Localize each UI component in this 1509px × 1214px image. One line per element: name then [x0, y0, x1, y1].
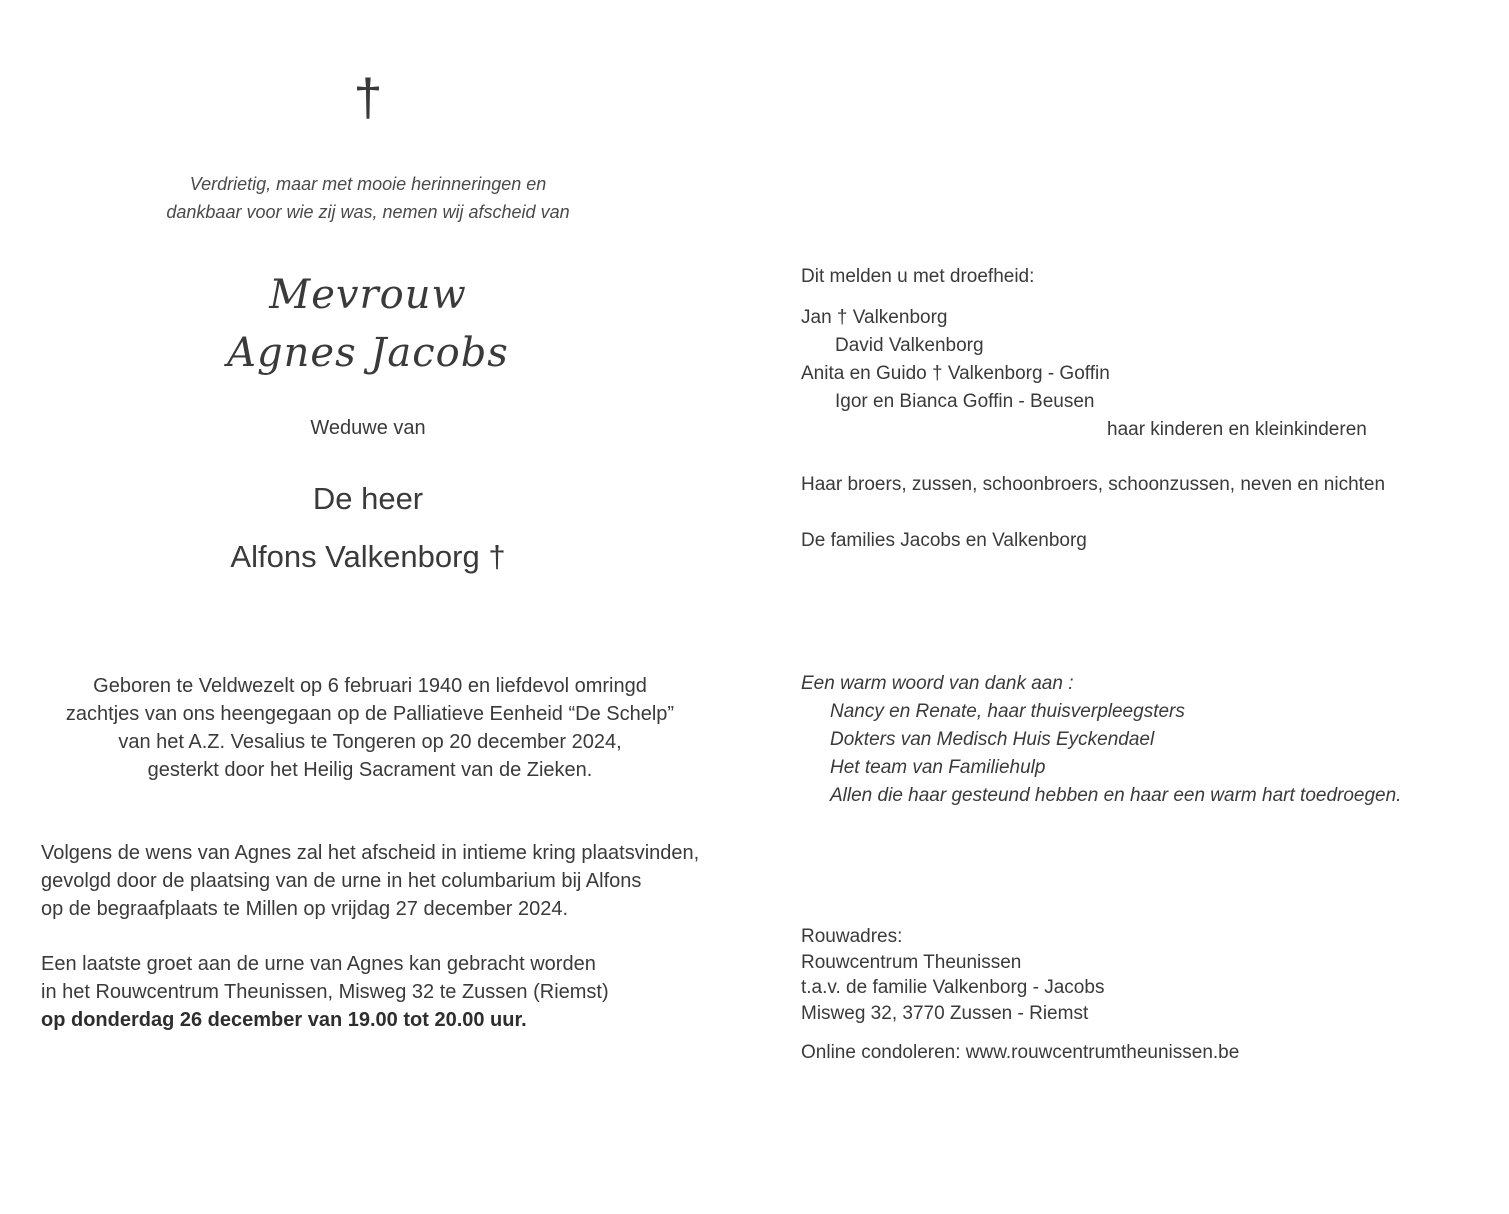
birth-death-text	[0, 672, 740, 784]
farewell-wish-text	[41, 839, 741, 923]
family-member: Igor en Bianca Goffin - Beusen	[835, 391, 1095, 412]
husband-name-line	[0, 536, 736, 578]
text-line: gesterkt door het Heilig Sacrament van de Zieken.	[147, 759, 593, 781]
online-condolence: Online condoleren: www.rouwcentrumtheunissen.be	[801, 1042, 1240, 1063]
husband-name: Alfons Valkenborg	[230, 539, 480, 574]
text-line: zachtjes van ons heengegaan op de Palliatieve Eenheid “De Schelp”	[65, 703, 675, 725]
address-line: Rouwcentrum Theunissen	[801, 951, 1022, 973]
family-member: David Valkenborg	[835, 335, 984, 356]
mourning-address	[801, 924, 1104, 1026]
thanks-heading: Een warm woord van dank aan :	[801, 673, 1074, 694]
thanks-item: Allen die haar gesteund hebben en haar een warm hart toedroegen.	[830, 785, 1402, 806]
text-line: in het Rouwcentrum Theunissen, Misweg 32 te Zussen (Riemst)	[41, 981, 609, 1003]
thanks-section	[801, 670, 1401, 810]
deceased-title: Mevrouw	[269, 272, 467, 318]
text-line: gevolgd door de plaatsing van de urne in het columbarium bij Alfons	[41, 870, 642, 892]
family-member: Jan † Valkenborg	[801, 307, 948, 328]
intro-line: dankbaar voor wie zij was, nemen wij afscheid van	[166, 202, 570, 222]
text-line: op de begraafplaats te Millen op vrijdag 27 december 2024.	[41, 898, 569, 920]
family-member: Anita en Guido † Valkenborg - Goffin	[801, 363, 1110, 384]
address-line: Misweg 32, 3770 Zussen - Riemst	[801, 1002, 1089, 1024]
cross-icon: †	[488, 539, 506, 574]
thanks-item: Dokters van Medisch Huis Eyckendael	[830, 729, 1155, 750]
text-line: van het A.Z. Vesalius te Tongeren op 20 december 2024,	[118, 731, 622, 753]
text-line: Volgens de wens van Agnes zal het afscheid in intieme kring plaatsvinden,	[41, 842, 700, 864]
last-greeting-text	[41, 950, 741, 1034]
siblings-line: Haar broers, zussen, schoonbroers, schoonzussen, neven en nichten	[801, 474, 1386, 495]
husband-prefix: De heer	[312, 481, 424, 516]
address-label: Rouwadres:	[801, 926, 903, 947]
address-line: t.a.v. de familie Valkenborg - Jacobs	[801, 977, 1105, 998]
family-list	[801, 304, 1367, 444]
families-line: De families Jacobs en Valkenborg	[801, 530, 1087, 551]
text-line: Een laatste groet aan de urne van Agnes kan gebracht worden	[41, 953, 596, 975]
greeting-time: op donderdag 26 december van 19.00 tot 20.00 uur.	[41, 1009, 527, 1031]
notify-heading: Dit melden u met droefheid:	[801, 266, 1035, 287]
family-relation-label: haar kinderen en kleinkinderen	[1107, 419, 1367, 440]
deceased-name: Agnes Jacobs	[227, 330, 509, 376]
widow-of-label: Weduwe van	[310, 417, 426, 439]
intro-line: Verdrietig, maar met mooie herinneringen en	[189, 174, 547, 194]
cross-icon: †	[353, 69, 383, 127]
thanks-item: Nancy en Renate, haar thuisverpleegsters	[830, 701, 1185, 722]
intro-text	[0, 170, 736, 226]
thanks-item: Het team van Familiehulp	[830, 757, 1046, 778]
text-line: Geboren te Veldwezelt op 6 februari 1940 en liefdevol omringd	[93, 675, 647, 697]
